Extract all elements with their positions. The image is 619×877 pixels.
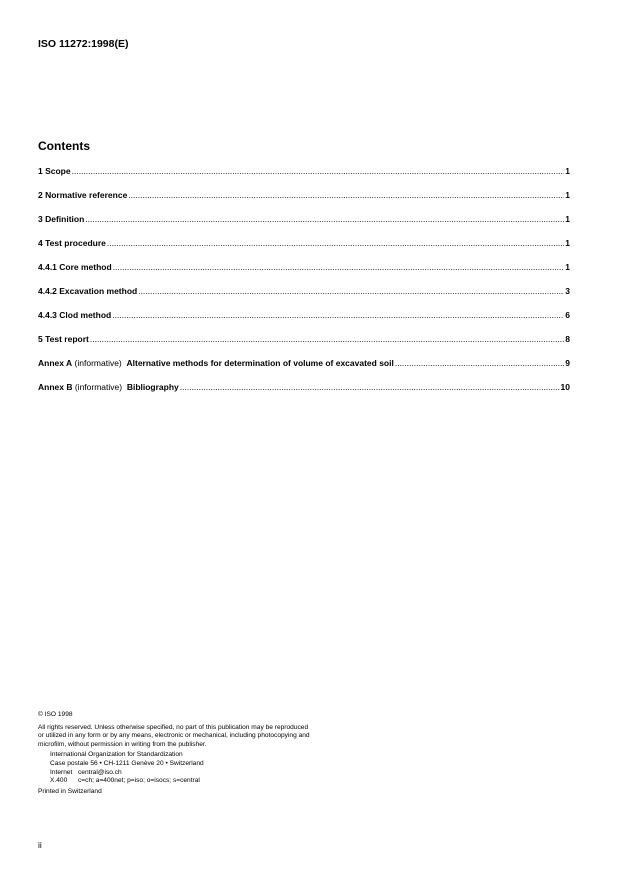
page-number: ii [38,840,42,850]
toc-entry-page: 9 [565,358,570,368]
copyright-notice [38,711,398,796]
toc-entry-label: 4.4.3 Clod method [38,310,112,320]
rights-text-line: All rights reserved. Unless otherwise specified, no part of this publication may be reproduced [38,723,309,731]
annex-title: Alternative methods for determination of volume of excavated soil [126,358,394,368]
dot-leader [113,262,565,272]
toc-entry-page: 1 [565,238,570,248]
toc-entry-label: 2 Normative reference [38,190,128,200]
toc-entry-page: 1 [565,214,570,224]
annex-note: (informative) [72,382,127,392]
toc-entry-label: 1 Scope [38,166,71,176]
toc-entry-label: 4.4.2 Excavation method [38,286,138,296]
dot-leader [180,382,560,392]
dot-leader [107,238,564,248]
toc-entry-page: 3 [565,286,570,296]
toc-entry-label [38,382,179,392]
toc-entry-page: 1 [565,166,570,176]
toc-entry-excavation-method[interactable] [38,286,570,310]
toc-entry-page: 8 [565,334,570,344]
internet-email[interactable]: central@iso.ch [78,768,122,776]
rights-text-line: or utilized in any form or by any means, electronic or mechanical, including photocopying and [38,732,310,740]
publisher-address [38,751,398,785]
rights-statement [38,724,398,750]
toc-entry-label: 3 Definition [38,214,85,224]
toc-entry-page: 1 [565,190,570,200]
dot-leader [72,166,565,176]
rights-text-line: microfilm, without permission in writing from the publisher. [38,740,207,748]
copyright-line: © ISO 1998 [38,711,73,718]
x400-contact [50,777,398,786]
toc-entry-definition[interactable] [38,214,570,238]
dot-leader [138,286,564,296]
toc-entry-test-procedure[interactable] [38,238,570,262]
annex-prefix: Annex A [38,358,73,368]
contents-heading: Contents [38,139,90,153]
x400-address: c=ch; a=400net; p=iso; o=isocs; s=central [78,777,200,785]
internet-contact [50,769,398,778]
org-name: International Organization for Standardization [50,751,183,759]
toc-entry-page: 6 [565,310,570,320]
toc-entry-clod-method[interactable] [38,310,570,334]
dot-leader [85,214,564,224]
annex-prefix: Annex B [38,382,73,392]
toc-entry-annex-a[interactable] [38,358,570,382]
toc-entry-page: 1 [565,262,570,272]
document-identifier: ISO 11272:1998(E) [38,38,129,50]
annex-title: Bibliography [126,382,179,392]
toc-entry-label: 4.4.1 Core method [38,262,112,272]
x400-label: X.400 [50,777,68,785]
toc-entry-annex-b[interactable] [38,382,570,406]
internet-label: Internet [50,768,73,776]
toc-entry-scope[interactable] [38,166,570,190]
dot-leader [112,310,564,320]
dot-leader [90,334,564,344]
annex-note: (informative) [72,358,127,368]
toc-entry-label [38,358,394,368]
toc-entry-normative-reference[interactable] [38,190,570,214]
printed-in: Printed in Switzerland [38,787,102,795]
dot-leader [128,190,564,200]
toc-entry-test-report[interactable] [38,334,570,358]
table-of-contents [38,166,570,406]
toc-entry-label: 5 Test report [38,334,89,344]
dot-leader [395,358,564,368]
toc-entry-page: 10 [560,382,570,392]
postal-address: Case postale 56 • CH-1211 Genève 20 • Switzerland [50,759,204,767]
toc-entry-label: 4 Test procedure [38,238,106,248]
toc-entry-core-method[interactable] [38,262,570,286]
